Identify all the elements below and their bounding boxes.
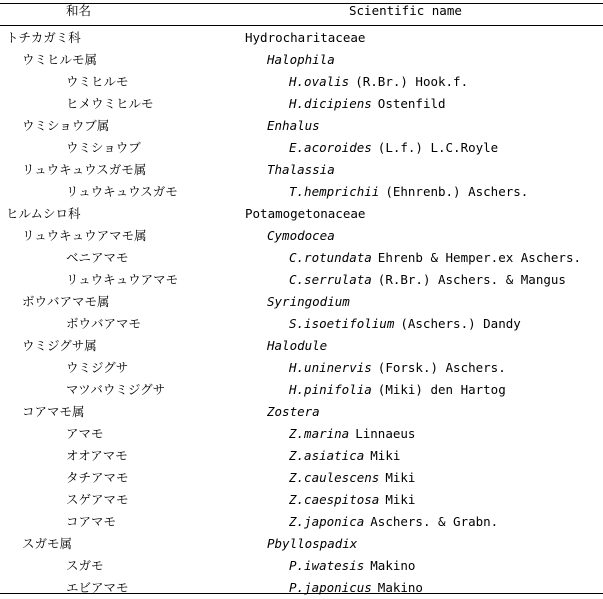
table-row-genus	[0, 159, 603, 181]
family-scientific-name	[245, 30, 365, 46]
genus-japanese-name: スガモ属	[22, 536, 73, 551]
taxon-author: (L.f.) L.C.Royle	[377, 140, 499, 155]
taxon-name: H.pinifolia	[289, 382, 372, 397]
family-scientific-name	[245, 206, 365, 222]
taxon-name: H.uninervis	[289, 360, 372, 375]
table-row-species	[0, 357, 603, 379]
taxon-author: Ostenfild	[377, 96, 446, 111]
table-row-genus	[0, 115, 603, 137]
table-row-species	[0, 181, 603, 203]
genus-scientific-name	[267, 228, 335, 244]
taxon-name: H.ovalis	[289, 74, 350, 89]
species-japanese-name: ベニアマモ	[66, 250, 129, 265]
genus-japanese-name: リュウキュウスガモ属	[22, 162, 147, 177]
table-row-family	[0, 203, 603, 225]
table-row-genus	[0, 225, 603, 247]
taxon-name: Zostera	[267, 404, 320, 419]
taxon-name: Enhalus	[267, 118, 320, 133]
header-rule	[0, 25, 603, 26]
taxon-name: Z.caespitosa	[289, 492, 380, 507]
taxon-name: P.iwatesis	[289, 558, 365, 573]
species-scientific-name	[289, 140, 498, 156]
taxon-name: Halodule	[267, 338, 328, 353]
species-scientific-name	[289, 360, 506, 376]
taxon-name: Thalassia	[267, 162, 335, 177]
species-japanese-name: スガモ	[66, 558, 104, 573]
species-scientific-name	[289, 316, 521, 332]
taxon-author: (R.Br.) Aschers. & Mangus	[377, 272, 566, 287]
taxon-name: E.acoroides	[289, 140, 372, 155]
species-japanese-name: アマモ	[66, 426, 104, 441]
table-row-species	[0, 445, 603, 467]
taxon-author: (Miki) den Hartog	[377, 382, 506, 397]
species-japanese-name: スゲアマモ	[66, 492, 129, 507]
species-japanese-name: マツバウミジグサ	[66, 382, 166, 397]
table-row-family	[0, 27, 603, 49]
genus-scientific-name	[267, 162, 335, 178]
table-row-genus	[0, 533, 603, 555]
table-row-species	[0, 555, 603, 577]
taxon-author: (Forsk.) Aschers.	[377, 360, 506, 375]
taxon-name: Syringodium	[267, 294, 350, 309]
genus-scientific-name	[267, 536, 357, 552]
genus-japanese-name: ウミヒルモ属	[22, 52, 98, 67]
table-row-species	[0, 71, 603, 93]
taxon-name: H.dicipiens	[289, 96, 372, 111]
species-japanese-name: オオアマモ	[66, 448, 128, 463]
taxon-name: Z.asiatica	[289, 448, 365, 463]
species-japanese-name: ウミショウブ	[66, 140, 141, 155]
genus-japanese-name: リュウキュウアマモ属	[22, 228, 147, 243]
taxon-name: C.rotundata	[289, 250, 372, 265]
table-row-species	[0, 247, 603, 269]
species-japanese-name: エビアマモ	[66, 580, 129, 595]
table-row-species	[0, 269, 603, 291]
table-row-genus	[0, 401, 603, 423]
species-scientific-name	[289, 558, 415, 574]
species-japanese-name: ウミジグサ	[66, 360, 129, 375]
genus-scientific-name	[267, 404, 320, 420]
table-row-genus	[0, 49, 603, 71]
genus-japanese-name: ウミジグサ属	[22, 338, 97, 353]
taxon-name: Potamogetonaceae	[245, 206, 366, 221]
taxon-name: Z.caulescens	[289, 470, 380, 485]
species-scientific-name	[289, 96, 446, 112]
taxon-author: Linnaeus	[355, 426, 416, 441]
species-scientific-name	[289, 74, 468, 90]
species-scientific-name	[289, 382, 506, 398]
genus-scientific-name	[267, 338, 327, 354]
taxon-name: Z.japonica	[289, 514, 365, 529]
taxon-name: Hydrocharitaceae	[245, 30, 366, 45]
taxon-name: Pbyllospadix	[267, 536, 358, 551]
genus-scientific-name	[267, 52, 335, 68]
taxon-name: Halophila	[267, 52, 335, 67]
species-japanese-name: リュウキュウスガモ	[66, 184, 178, 199]
taxon-name: C.serrulata	[289, 272, 372, 287]
taxon-author: Makino	[370, 558, 416, 573]
taxon-author: Aschers. & Grabn.	[370, 514, 499, 529]
table-row-species	[0, 93, 603, 115]
taxon-author: Makino	[377, 580, 423, 595]
species-scientific-name	[289, 448, 400, 464]
taxon-author: (Aschers.) Dandy	[400, 316, 521, 331]
table-row-genus	[0, 335, 603, 357]
taxon-name: S.isoetifolium	[289, 316, 395, 331]
species-japanese-name: タチアマモ	[66, 470, 129, 485]
species-scientific-name	[289, 492, 415, 508]
taxon-name: T.hemprichii	[289, 184, 380, 199]
table-row-species	[0, 137, 603, 159]
family-japanese-name: ヒルムシロ科	[6, 206, 81, 221]
taxon-author: Ehrenb & Hemper.ex Aschers.	[377, 250, 581, 265]
taxon-name: Z.marina	[289, 426, 350, 441]
table-row-species	[0, 467, 603, 489]
species-scientific-name	[289, 426, 415, 442]
table-row-species	[0, 313, 603, 335]
table-row-species	[0, 423, 603, 445]
species-japanese-name: ウミヒルモ	[66, 74, 129, 89]
family-japanese-name: トチカガミ科	[6, 30, 81, 45]
table-row-species	[0, 577, 603, 599]
table-row-species	[0, 379, 603, 401]
species-scientific-name	[289, 470, 415, 486]
genus-japanese-name: ボウバアマモ属	[22, 294, 110, 309]
taxon-author: Miki	[370, 448, 401, 463]
species-japanese-name: リュウキュウアマモ	[66, 272, 179, 287]
species-scientific-name	[289, 514, 498, 530]
taxon-author: Miki	[385, 492, 416, 507]
genus-japanese-name: ウミショウブ属	[22, 118, 110, 133]
species-japanese-name: ヒメウミヒルモ	[66, 96, 154, 111]
table-row-species	[0, 489, 603, 511]
header-scientific-name: Scientific name	[349, 3, 462, 18]
species-japanese-name: ボウバアマモ	[66, 316, 142, 331]
header-japanese-name: 和名	[66, 3, 92, 18]
taxon-author: (R.Br.) Hook.f.	[355, 74, 469, 89]
table-row-species	[0, 511, 603, 533]
table-row-genus	[0, 291, 603, 313]
genus-japanese-name: コアマモ属	[22, 404, 85, 419]
species-japanese-name: コアマモ	[66, 514, 117, 529]
taxon-author: Miki	[385, 470, 416, 485]
taxon-name: P.japonicus	[289, 580, 372, 595]
taxon-name: Cymodocea	[267, 228, 335, 243]
genus-scientific-name	[267, 118, 320, 134]
species-scientific-name	[289, 272, 566, 288]
taxon-author: (Ehnrenb.) Aschers.	[385, 184, 529, 199]
species-scientific-name	[289, 250, 581, 266]
genus-scientific-name	[267, 294, 350, 310]
species-scientific-name	[289, 184, 528, 200]
